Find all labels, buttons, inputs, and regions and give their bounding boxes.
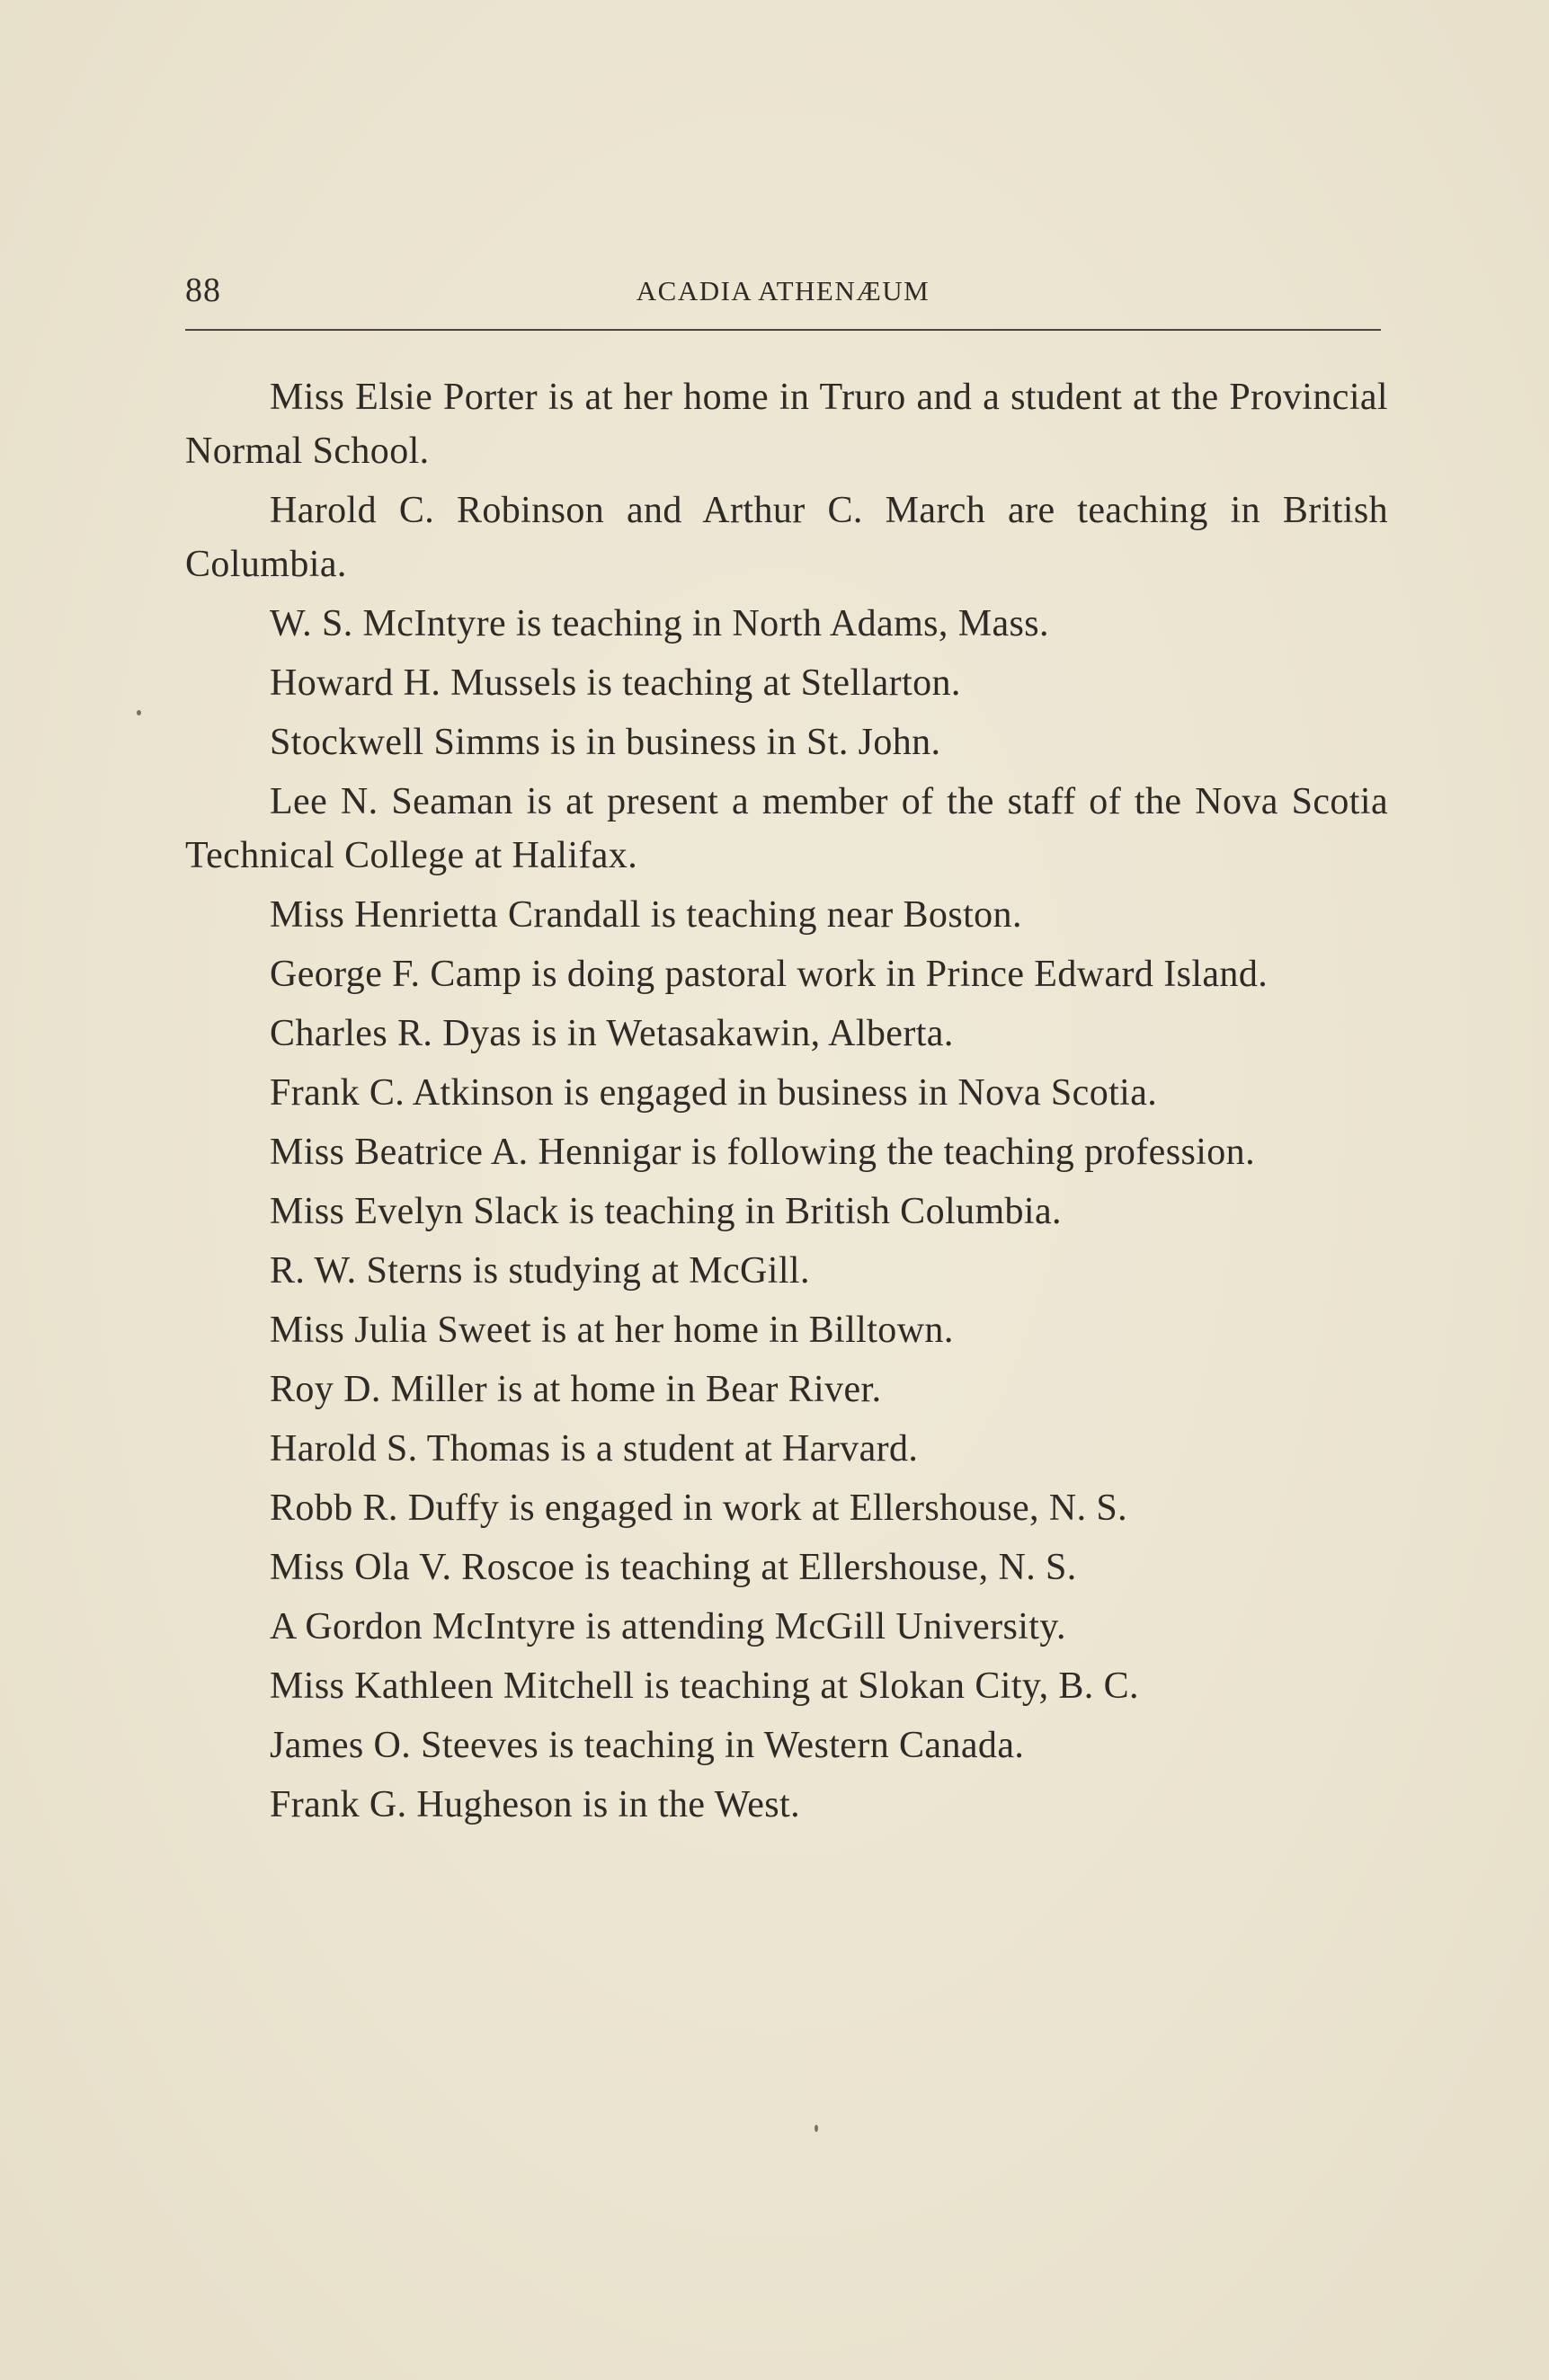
page-number: 88 xyxy=(185,271,221,309)
header-rule xyxy=(185,329,1381,331)
paragraph: Robb R. Duffy is engaged in work at Ellershouse, N. S. xyxy=(270,1488,1128,1529)
paragraph: Miss Evelyn Slack is teaching in British Columbia. xyxy=(270,1191,1062,1232)
running-title: ACADIA ATHENÆUM xyxy=(636,275,930,306)
paragraph: Miss Beatrice A. Hennigar is following the teaching profession. xyxy=(270,1132,1255,1173)
paragraph: Lee N. Seaman is at present a member of the staff of the Nova Scotia Technical College at Halifax. xyxy=(185,781,1388,876)
paragraph: W. S. McIntyre is teaching in North Adams, Mass. xyxy=(270,603,1049,644)
paragraph: Charles R. Dyas is in Wetasakawin, Alberta. xyxy=(270,1013,954,1054)
paragraph: Howard H. Mussels is teaching at Stellarton. xyxy=(270,662,961,704)
paragraph: A Gordon McIntyre is attending McGill University. xyxy=(270,1606,1066,1647)
paragraph: Miss Elsie Porter is at her home in Truro and a student at the Provincial Normal School. xyxy=(185,377,1388,472)
paragraph: Miss Julia Sweet is at her home in Billtown. xyxy=(270,1310,954,1351)
paragraph: George F. Camp is doing pastoral work in Prince Edward Island. xyxy=(270,954,1269,995)
paper-speck xyxy=(137,710,141,715)
paragraph: Miss Kathleen Mitchell is teaching at Slokan City, B. C. xyxy=(270,1665,1139,1707)
paragraph: Stockwell Simms is in business in St. John. xyxy=(270,722,941,763)
page-header xyxy=(185,268,1381,313)
paragraph: Frank C. Atkinson is engaged in business in Nova Scotia. xyxy=(270,1072,1158,1114)
body-text xyxy=(185,370,1388,1837)
paragraph: Roy D. Miller is at home in Bear River. xyxy=(270,1369,882,1410)
paragraph: Miss Henrietta Crandall is teaching near Boston. xyxy=(270,894,1022,936)
paragraph: Miss Ola V. Roscoe is teaching at Ellershouse, N. S. xyxy=(270,1547,1077,1588)
paragraph: James O. Steeves is teaching in Western Canada. xyxy=(270,1725,1025,1766)
paragraph: Harold S. Thomas is a student at Harvard. xyxy=(270,1428,919,1470)
paper-speck xyxy=(815,2125,818,2132)
paragraph: Harold C. Robinson and Arthur C. March are teaching in British Columbia. xyxy=(185,490,1388,585)
paragraph: R. W. Sterns is studying at McGill. xyxy=(270,1250,810,1292)
paragraph: Frank G. Hugheson is in the West. xyxy=(270,1784,801,1825)
